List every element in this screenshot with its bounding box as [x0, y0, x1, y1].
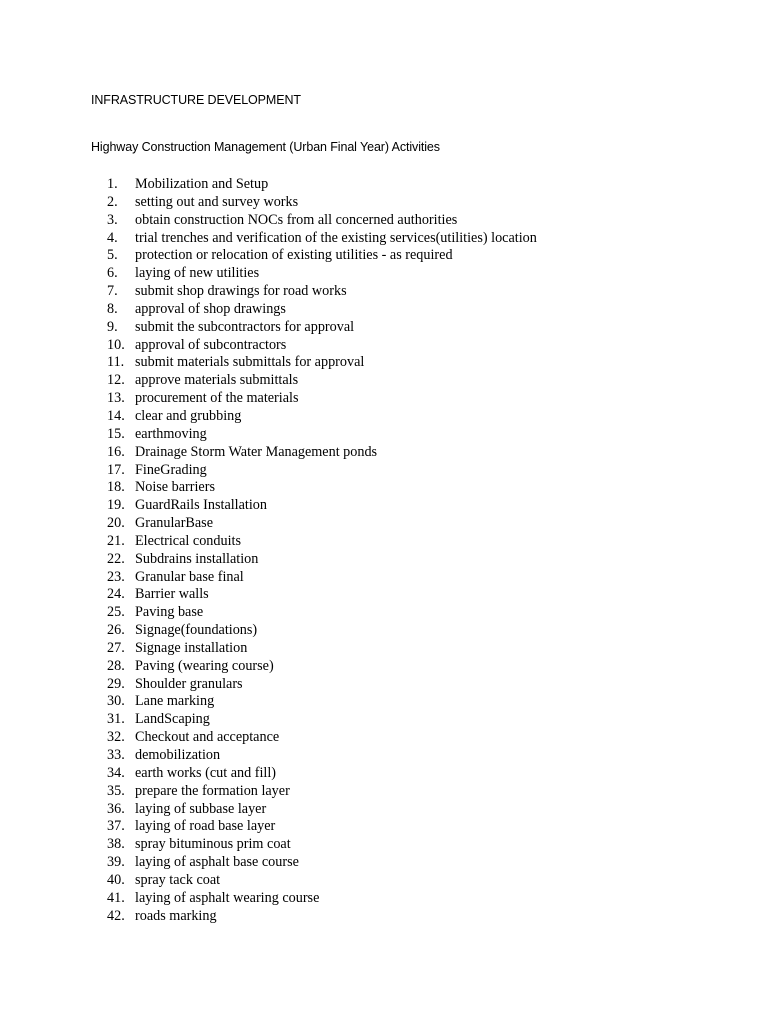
- list-item-text: GuardRails Installation: [135, 497, 267, 514]
- list-item-number: 34.: [107, 764, 125, 781]
- list-item-number: 24.: [107, 586, 125, 603]
- list-item-text: laying of subbase layer: [135, 800, 267, 817]
- list-item-number: 31.: [107, 711, 125, 728]
- list-item-number: 9.: [107, 318, 118, 335]
- list-item-text: submit materials submittals for approval: [135, 354, 365, 371]
- list-item-text: Drainage Storm Water Management ponds: [135, 443, 378, 460]
- list-item-text: spray bituminous prim coat: [135, 836, 291, 853]
- list-item-text: earthmoving: [135, 425, 207, 442]
- list-item-text: Signage(foundations): [135, 622, 258, 639]
- list-item-number: 29.: [107, 675, 125, 692]
- list-item-number: 39.: [107, 854, 125, 871]
- list-item-text: approval of shop drawings: [135, 300, 286, 317]
- list-item-text: Mobilization and Setup: [135, 176, 269, 192]
- list-item-text: setting out and survey works: [135, 193, 299, 210]
- list-item-text: clear and grubbing: [135, 407, 242, 424]
- list-item-text: laying of road base layer: [135, 818, 276, 835]
- list-item-text: obtain construction NOCs from all concerned authorities: [135, 211, 458, 228]
- list-item-number: 2.: [107, 193, 118, 210]
- list-item-text: approve materials submittals: [135, 372, 299, 389]
- list-item-text: FineGrading: [135, 461, 207, 478]
- list-item-number: 37.: [107, 818, 125, 835]
- list-item-number: 27.: [107, 639, 125, 656]
- list-item-text: Barrier walls: [135, 586, 209, 603]
- list-item-text: laying of asphalt base course: [135, 854, 299, 871]
- document-title: INFRASTRUCTURE DEVELOPMENT: [91, 93, 301, 107]
- list-item-text: submit the subcontractors for approval: [135, 318, 355, 335]
- list-item-text: Paving (wearing course): [135, 657, 274, 674]
- list-item-text: protection or relocation of existing utilities - as required: [135, 247, 453, 264]
- list-item-number: 11.: [107, 354, 125, 371]
- list-item-number: 32.: [107, 729, 125, 746]
- list-item-number: 20.: [107, 515, 125, 532]
- list-item-number: 6.: [107, 265, 118, 282]
- list-item-text: laying of asphalt wearing course: [135, 889, 320, 906]
- list-item-number: 12.: [107, 372, 125, 389]
- list-item-number: 7.: [107, 283, 118, 300]
- list-item-text: laying of new utilities: [135, 265, 260, 282]
- list-item-number: 38.: [107, 836, 125, 853]
- list-item-text: spray tack coat: [135, 871, 221, 888]
- list-item-text: Noise barriers: [135, 479, 215, 496]
- list-item-text: Granular base final: [135, 568, 244, 585]
- list-item-number: 18.: [107, 479, 125, 496]
- list-item-number: 10.: [107, 336, 125, 353]
- list-item-number: 36.: [107, 800, 125, 817]
- list-item-number: 42.: [107, 907, 125, 924]
- list-item-number: 8.: [107, 300, 118, 317]
- document-subtitle: Highway Construction Management (Urban Final Year) Activities: [91, 140, 440, 154]
- list-item-number: 13.: [107, 390, 125, 407]
- list-item-text: LandScaping: [135, 711, 210, 728]
- list-item-number: 14.: [107, 407, 125, 424]
- list-item-number: 3.: [107, 211, 118, 228]
- list-item-text: Lane marking: [135, 693, 215, 710]
- list-item-text: procurement of the materials: [135, 390, 299, 407]
- list-item-number: 40.: [107, 871, 125, 888]
- list-item-number: 4.: [107, 229, 118, 246]
- list-item-text: Paving base: [135, 604, 204, 621]
- list-item-text: submit shop drawings for road works: [135, 283, 347, 300]
- list-item-number: 16.: [107, 443, 125, 460]
- list-item-number: 22.: [107, 550, 125, 567]
- list-item-number: 26.: [107, 622, 125, 639]
- list-item-number: 1.: [107, 176, 118, 192]
- list-item-text: GranularBase: [135, 515, 213, 532]
- list-item-text: approval of subcontractors: [135, 336, 287, 353]
- list-item-number: 33.: [107, 747, 125, 763]
- list-item-number: 35.: [107, 782, 125, 799]
- list-item-number: 21.: [107, 532, 125, 549]
- list-item-number: 19.: [107, 497, 125, 514]
- list-item-number: 17.: [107, 461, 125, 478]
- list-item-number: 25.: [107, 604, 125, 621]
- list-item-text: roads marking: [135, 907, 217, 924]
- list-item-text: Electrical conduits: [135, 532, 241, 549]
- list-item-text: Shoulder granulars: [135, 675, 243, 692]
- list-item-text: Signage installation: [135, 639, 248, 656]
- list-item-text: Subdrains installation: [135, 550, 259, 567]
- list-item-number: 28.: [107, 657, 125, 674]
- list-item-number: 23.: [107, 568, 125, 585]
- list-item-text: demobilization: [135, 747, 221, 763]
- list-item-text: earth works (cut and fill): [135, 764, 277, 781]
- list-item-text: prepare the formation layer: [135, 782, 290, 799]
- list-item-text: trial trenches and verification of the existing services(utilities) location: [135, 229, 537, 246]
- list-item-number: 41.: [107, 889, 125, 906]
- list-item-number: 30.: [107, 693, 125, 710]
- list-item-number: 15.: [107, 425, 125, 442]
- list-item-text: Checkout and acceptance: [135, 729, 280, 746]
- list-item-number: 5.: [107, 247, 118, 264]
